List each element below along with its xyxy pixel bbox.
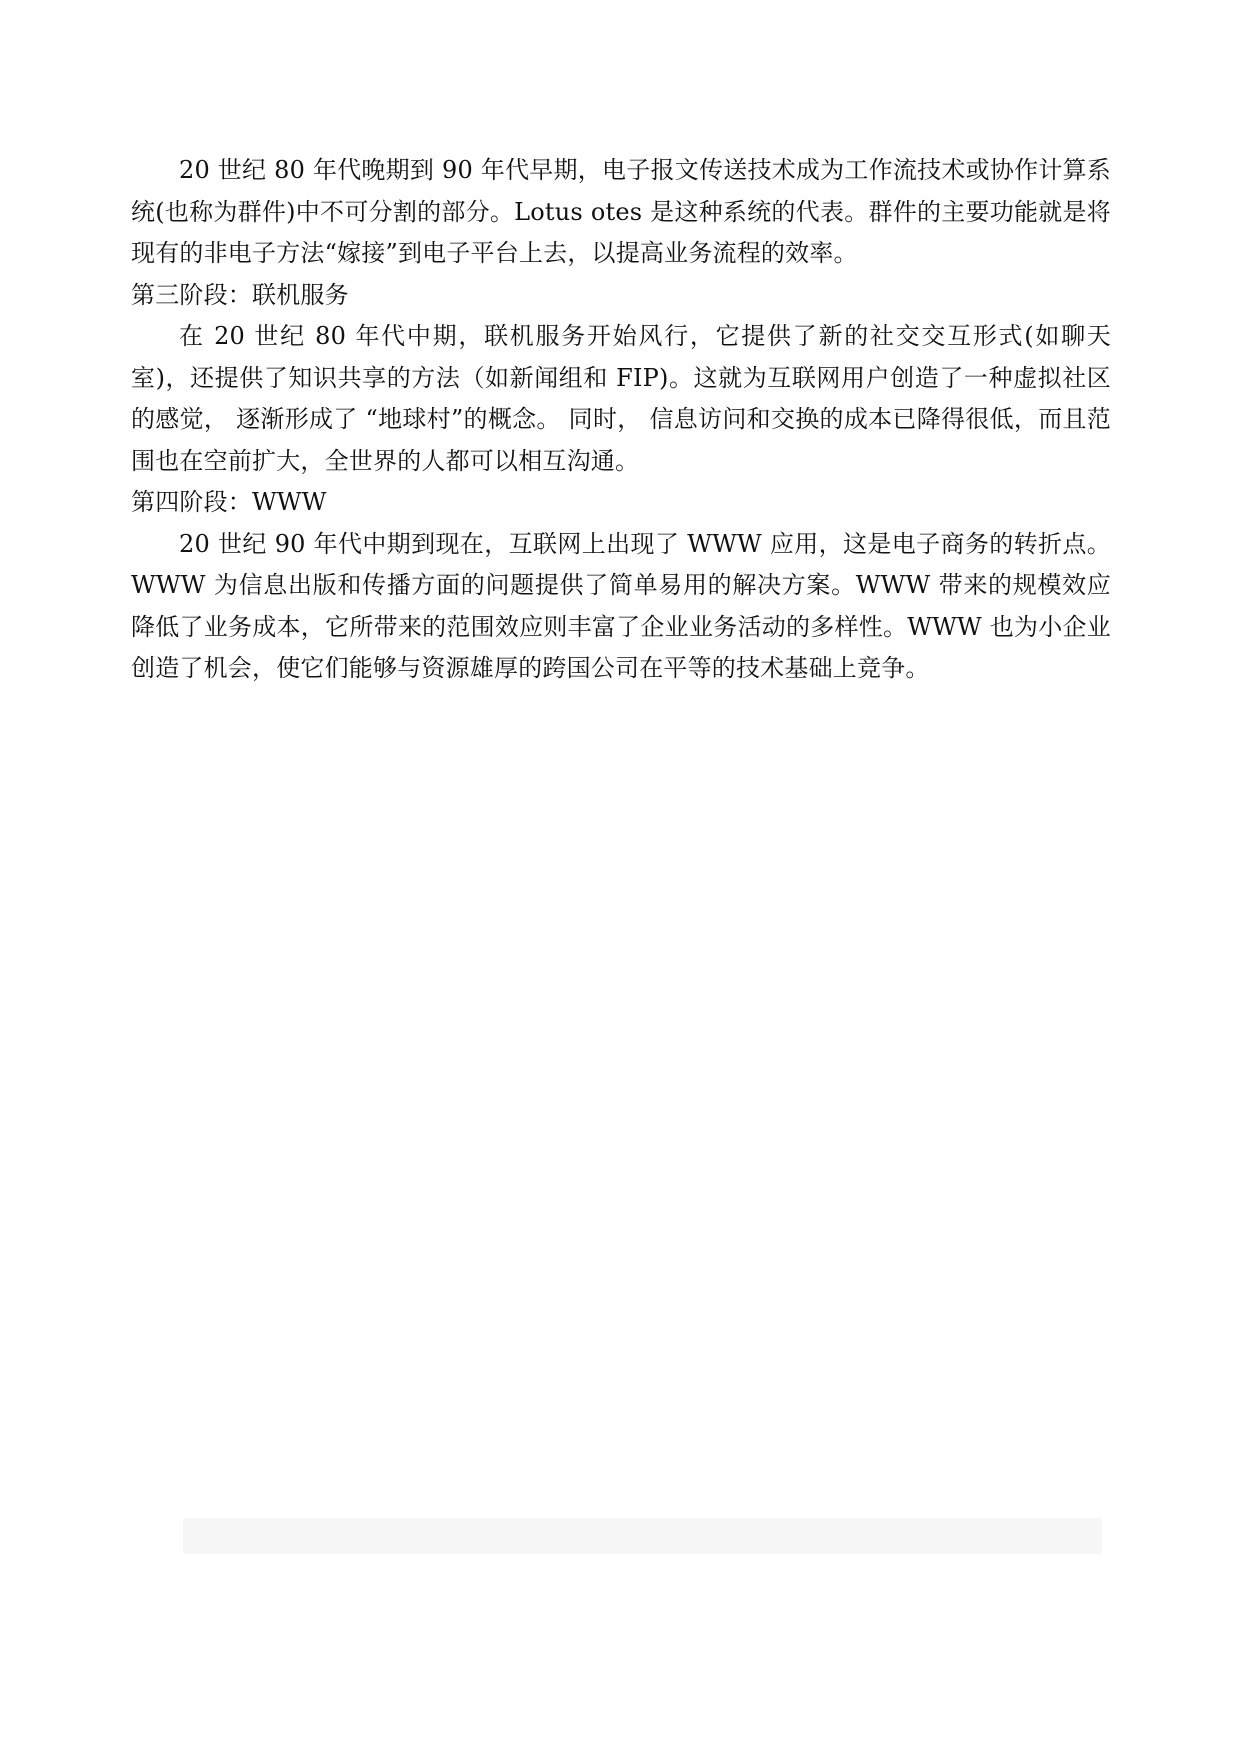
heading-stage-four: 第四阶段：WWW <box>131 488 327 516</box>
paragraph-groupware: 20 世纪 80 年代晚期到 90 年代早期，电子报文传送技术成为工作流技术或协作计算系统(也称为群件)中不可分割的部分。Lotus otes 是这种系统的代表。群件的主要功能就是将现有的非电子方法“嫁接”到电子平台上去，以提高业务流程的效率。 <box>131 156 1111 267</box>
paragraph-www: 20 世纪 90 年代中期到现在，互联网上出现了 WWW 应用，这是电子商务的转折点。WWW 为信息出版和传播方面的问题提供了简单易用的解决方案。WWW 带来的规模效应降低了业务成本，它所带来的范围效应则丰富了企业业务活动的多样性。WWW 也为小企业创造了机会，使它们能够与资源雄厚的跨国公司在平等的技术基础上竞争。 <box>131 529 1111 682</box>
heading-stage-three: 第三阶段：联机服务 <box>131 280 349 309</box>
paragraph-online-services: 在 20 世纪 80 年代中期，联机服务开始风行，它提供了新的社交交互形式(如聊天室)，还提供了知识共享的方法（如新闻组和 FIP)。这就为互联网用户创造了一种虚拟社区的感觉， 逐渐形成了 “地球村”的概念。 同时， 信息访问和交换的成本已降得很低，而且范围也在空前扩大，全世界的人都可以相互沟通。 <box>131 322 1111 475</box>
footer-band <box>183 1518 1102 1554</box>
document-body <box>131 150 1111 690</box>
